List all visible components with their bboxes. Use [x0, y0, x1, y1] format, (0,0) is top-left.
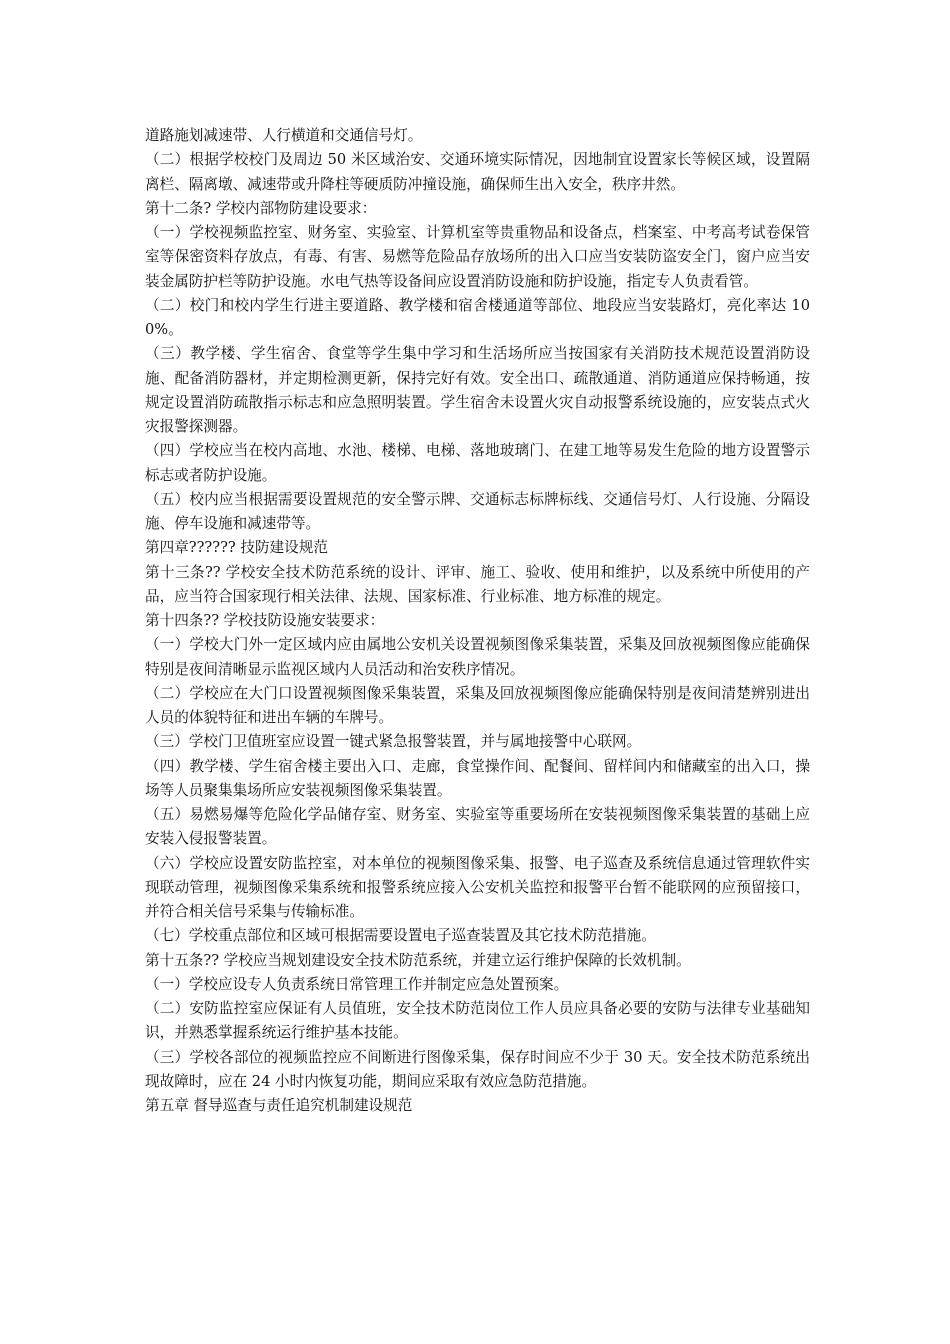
paragraph: （四）教学楼、学生宿舍楼主要出入口、走廊，食堂操作间、配餐间、留样间内和储藏室的出入口，操场等人员聚集集场所应安装视频图像采集装置。 — [145, 757, 810, 799]
paragraph: （三）学校门卫值班室应设置一键式紧急报警装置，并与属地接警中心联网。 — [145, 733, 642, 751]
paragraph: （二）学校应在大门口设置视频图像采集装置，采集及回放视频图像应能确保特别是夜间清楚辨别进出人员的体貌特征和进出车辆的车牌号。 — [145, 684, 810, 726]
paragraph: （六）学校应设置安防监控室，对本单位的视频图像采集、报警、电子巡查及系统信息通过管理软件实现联动管理，视频图像采集系统和报警系统应接入公安机关监控和报警平台暂不能联网的应预留接口，并符合相关信号采集与传输标准。 — [145, 854, 810, 920]
article-heading: 第十五条?? 学校应当规划建设安全技术防范系统，并建立运行维护保障的长效机制。 — [145, 951, 691, 969]
paragraph: （一）学校大门外一定区域内应由属地公安机关设置视频图像采集装置，采集及回放视频图像应能确保特别是夜间清晰显示监视区域内人员活动和治安秩序情况。 — [145, 636, 810, 678]
document-page — [145, 124, 810, 1118]
paragraph: （一）学校视频监控室、财务室、实验室、计算机室等贵重物品和设备点，档案室、中考高考试卷保管室等保密资料存放点，有毒、有害、易燃等危险品存放场所的出入口应当安装防盗安全门，窗户应当安装金属防护栏等防护设施。水电气热等设备间应设置消防设施和防护设施，指定专人负责看管。 — [145, 224, 810, 290]
paragraph: （一）学校应设专人负责系统日常管理工作并制定应急处置预案。 — [145, 975, 569, 993]
article-heading: 第十三条?? 学校安全技术防范系统的设计、评审、施工、验收、使用和维护，以及系统中所使用的产品，应当符合国家现行相关法律、法规、国家标准、行业标准、地方标准的规定。 — [145, 563, 810, 605]
chapter-heading: 第四章?????? 技防建设规范 — [145, 539, 328, 557]
paragraph: 道路施划减速带、人行横道和交通信号灯。 — [145, 127, 423, 144]
paragraph: （五）校内应当根据需要设置规范的安全警示牌、交通标志标牌标线、交通信号灯、人行设施、分隔设施、停车设施和减速带等。 — [145, 490, 810, 532]
paragraph: （二）校门和校内学生行进主要道路、教学楼和宿舍楼通道等部位、地段应当安装路灯，亮化率达 100%。 — [145, 296, 810, 338]
chapter-heading: 第五章 督导巡查与责任追究机制建设规范 — [145, 1097, 413, 1114]
paragraph: （七）学校重点部位和区域可根据需要设置电子巡查装置及其它技术防范措施。 — [145, 927, 656, 945]
paragraph: （四）学校应当在校内高地、水池、楼梯、电梯、落地玻璃门、在建工地等易发生危险的地方设置警示标志或者防护设施。 — [145, 442, 810, 484]
article-heading: 第十四条?? 学校技防设施安装要求： — [145, 612, 385, 629]
article-heading: 第十二条? 学校内部物防建设要求： — [145, 199, 377, 217]
paragraph: （二）安防监控室应保证有人员值班，安全技术防范岗位工作人员应具备必要的安防与法律专业基础知识，并熟悉掌握系统运行维护基本技能。 — [145, 1000, 810, 1042]
paragraph: （二）根据学校校门及周边 50 米区域治安、交通环境实际情况，因地制宜设置家长等候区域，设置隔离栏、隔离墩、减速带或升降柱等硬质防冲撞设施，确保师生出入安全，秩序井然。 — [145, 151, 810, 193]
paragraph: （三）教学楼、学生宿舍、食堂等学生集中学习和生活场所应当按国家有关消防技术规范设置消防设施、配备消防器材，并定期检测更新，保持完好有效。安全出口、疏散通道、消防通道应保持畅通，按规定设置消防疏散指示标志和应急照明装置。学生宿舍未设置火灾自动报警系统设施的，应安装点式火灾报警探测器。 — [145, 345, 810, 435]
paragraph: （五）易燃易爆等危险化学品储存室、财务室、实验室等重要场所在安装视频图像采集装置的基础上应安装入侵报警装置。 — [145, 806, 810, 848]
paragraph: （三）学校各部位的视频监控应不间断进行图像采集，保存时间应不少于 30 天。安全技术防范系统出现故障时，应在 24 小时内恢复功能，期间应采取有效应急防范措施。 — [145, 1048, 810, 1090]
